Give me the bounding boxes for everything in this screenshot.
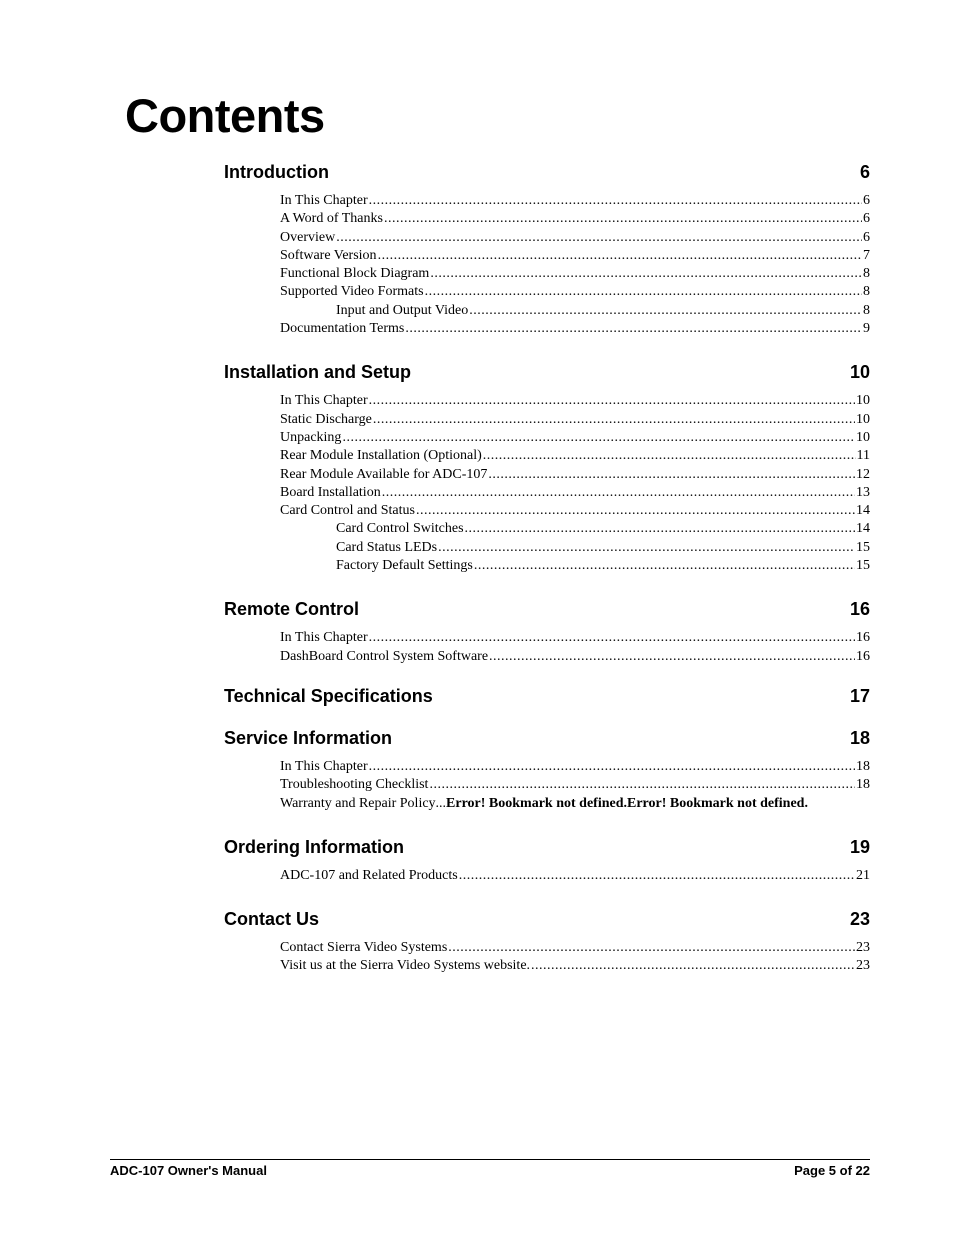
- entry-page: 15: [856, 558, 870, 574]
- entry-label: Rear Module Installation (Optional): [280, 448, 482, 464]
- page-footer: [110, 1159, 870, 1178]
- entry-leader: [384, 210, 862, 228]
- entry-label: Rear Module Available for ADC-107: [280, 466, 488, 482]
- entry-label: Visit us at the Sierra Video Systems website.: [280, 958, 531, 974]
- toc-section-heading[interactable]: [224, 684, 870, 708]
- entry-label: Contact Sierra Video Systems: [280, 940, 448, 956]
- toc-entry[interactable]: [280, 247, 870, 265]
- toc-entry[interactable]: [280, 629, 870, 647]
- page-title: Contents: [125, 89, 325, 142]
- section-page: 18: [849, 727, 870, 748]
- entry-label: Software Version: [280, 247, 377, 263]
- entry-page: 16: [856, 630, 870, 646]
- entry-label: In This Chapter: [280, 758, 368, 774]
- entry-label: Board Installation: [280, 484, 381, 500]
- toc-section: [224, 597, 870, 666]
- entry-label: Unpacking: [280, 429, 342, 445]
- entry-leader: [465, 520, 855, 538]
- toc-section: [224, 684, 870, 708]
- entry-leader: [369, 758, 855, 776]
- entry-page: 18: [856, 777, 870, 793]
- entry-leader: [369, 629, 855, 647]
- entry-page: 8: [863, 302, 870, 318]
- entry-page: 6: [863, 229, 870, 245]
- entry-leader: [448, 939, 855, 957]
- entry-page: 14: [856, 521, 870, 537]
- toc-entry[interactable]: [280, 484, 870, 502]
- section-page: 19: [849, 836, 870, 857]
- toc-entry[interactable]: [280, 265, 870, 283]
- section-page: 10: [849, 362, 870, 383]
- entry-leader: [488, 466, 855, 484]
- entry-leader: [474, 557, 855, 575]
- entry-label: Factory Default Settings: [336, 558, 473, 574]
- entry-leader: [416, 502, 855, 520]
- section-title: Service Information: [224, 727, 393, 748]
- entry-leader: [369, 392, 855, 410]
- section-title: Introduction: [224, 162, 329, 182]
- toc-entry[interactable]: [280, 957, 870, 975]
- toc-section-heading[interactable]: [224, 597, 870, 621]
- section-page: 16: [849, 599, 870, 620]
- entry-page: 9: [863, 321, 870, 337]
- entry-page: 10: [856, 429, 870, 445]
- entry-page: 18: [856, 758, 870, 774]
- entry-leader: [373, 411, 855, 429]
- entry-label: Static Discharge: [280, 411, 372, 427]
- toc-entry[interactable]: [280, 429, 870, 447]
- toc-entry[interactable]: [280, 795, 870, 813]
- entry-page: 11: [856, 448, 870, 464]
- toc-entries: [224, 629, 870, 666]
- entry-label: In This Chapter: [280, 393, 368, 409]
- entry-label: Functional Block Diagram: [280, 266, 430, 282]
- entry-label: Input and Output Video: [336, 302, 469, 318]
- toc-entry[interactable]: [280, 411, 870, 429]
- toc-entries: [224, 392, 870, 575]
- entry-page: 6: [863, 211, 870, 227]
- section-title: Remote Control: [224, 599, 359, 620]
- toc-section: [224, 160, 870, 338]
- entry-label: Card Control Switches: [336, 521, 464, 537]
- entry-leader: [438, 539, 855, 557]
- toc-entry[interactable]: [280, 867, 870, 885]
- toc-section-heading[interactable]: [224, 160, 870, 184]
- entry-label: In This Chapter: [280, 193, 368, 208]
- section-page: 6: [859, 162, 870, 182]
- table-of-contents: [224, 160, 870, 976]
- entry-page: 23: [856, 958, 870, 974]
- footer-manual-title: ADC-107 Owner's Manual: [110, 1163, 267, 1178]
- entry-page: 15: [856, 539, 870, 555]
- toc-entry[interactable]: [280, 283, 870, 301]
- entry-page: 13: [856, 484, 870, 500]
- toc-entry[interactable]: [280, 320, 870, 338]
- toc-entry[interactable]: [280, 776, 870, 794]
- entry-leader: [405, 320, 862, 338]
- entry-error-text: Error! Bookmark not defined.Error! Bookmark not defined.: [446, 795, 808, 811]
- toc-entry[interactable]: [280, 758, 870, 776]
- toc-entry[interactable]: [280, 557, 870, 575]
- section-title: Installation and Setup: [224, 362, 412, 383]
- entry-label: Overview: [280, 229, 336, 245]
- entry-label: Warranty and Repair Policy: [280, 795, 436, 811]
- entry-leader: [459, 867, 855, 885]
- entry-label: Documentation Terms: [280, 321, 405, 337]
- toc-entry[interactable]: [280, 229, 870, 247]
- toc-section-heading[interactable]: [224, 726, 870, 750]
- toc-section-heading[interactable]: [224, 907, 870, 931]
- toc-entries: [224, 939, 870, 976]
- entry-page: 7: [863, 247, 870, 263]
- section-title: Ordering Information: [224, 836, 404, 857]
- entry-leader: [483, 447, 856, 465]
- entry-label: ADC-107 and Related Products: [280, 867, 458, 883]
- toc-section-heading[interactable]: [224, 835, 870, 859]
- entry-page: 14: [856, 503, 870, 519]
- toc-entry[interactable]: [280, 648, 870, 666]
- entry-page: 10: [856, 411, 870, 427]
- entry-label: Supported Video Formats: [280, 284, 424, 300]
- toc-entry[interactable]: [280, 210, 870, 228]
- entry-page: 10: [856, 393, 870, 409]
- toc-section-heading[interactable]: [224, 360, 870, 384]
- toc-entry[interactable]: [280, 539, 870, 557]
- toc-entry[interactable]: [280, 447, 870, 465]
- entry-page: 6: [863, 193, 870, 208]
- entry-page: 16: [856, 648, 870, 664]
- entry-leader: [342, 429, 855, 447]
- footer-page-number: Page 5 of 22: [794, 1163, 870, 1178]
- entry-label: In This Chapter: [280, 630, 368, 646]
- section-page: 17: [849, 685, 870, 706]
- toc-entry[interactable]: [280, 392, 870, 410]
- entry-label: Card Status LEDs: [336, 539, 438, 555]
- section-page: 23: [849, 909, 870, 930]
- entry-label: Troubleshooting Checklist: [280, 777, 429, 793]
- entry-leader: [369, 192, 862, 210]
- toc-section: [224, 835, 870, 885]
- toc-entry[interactable]: [280, 502, 870, 520]
- entry-leader: [336, 229, 862, 247]
- entry-label: A Word of Thanks: [280, 211, 383, 227]
- toc-entry[interactable]: [280, 939, 870, 957]
- toc-entries: [224, 192, 870, 338]
- toc-entries: [224, 758, 870, 813]
- toc-entry[interactable]: [280, 520, 870, 538]
- entry-leader: [425, 283, 862, 301]
- toc-entries: [224, 867, 870, 885]
- entry-leader: [489, 648, 855, 666]
- entry-leader: [382, 484, 855, 502]
- toc-section: [224, 726, 870, 813]
- entry-label: Card Control and Status: [280, 503, 415, 519]
- entry-page: 21: [856, 867, 870, 883]
- toc-section: [224, 907, 870, 976]
- entry-leader: [378, 247, 862, 265]
- entry-page: 12: [856, 466, 870, 482]
- entry-page: 8: [863, 266, 870, 282]
- toc-entry[interactable]: [280, 466, 870, 484]
- entry-page: 8: [863, 284, 870, 300]
- section-title: Contact Us: [224, 909, 320, 930]
- entry-label: DashBoard Control System Software: [280, 648, 489, 664]
- toc-entry[interactable]: [280, 302, 870, 320]
- entry-leader: [469, 302, 862, 320]
- entry-leader: ...: [435, 795, 447, 811]
- entry-leader: [531, 957, 855, 975]
- entry-leader: [430, 265, 862, 283]
- section-title: Technical Specifications: [224, 685, 433, 706]
- toc-section: [224, 360, 870, 575]
- entry-page: 23: [856, 940, 870, 956]
- toc-entry[interactable]: [280, 192, 870, 210]
- entry-leader: [429, 776, 855, 794]
